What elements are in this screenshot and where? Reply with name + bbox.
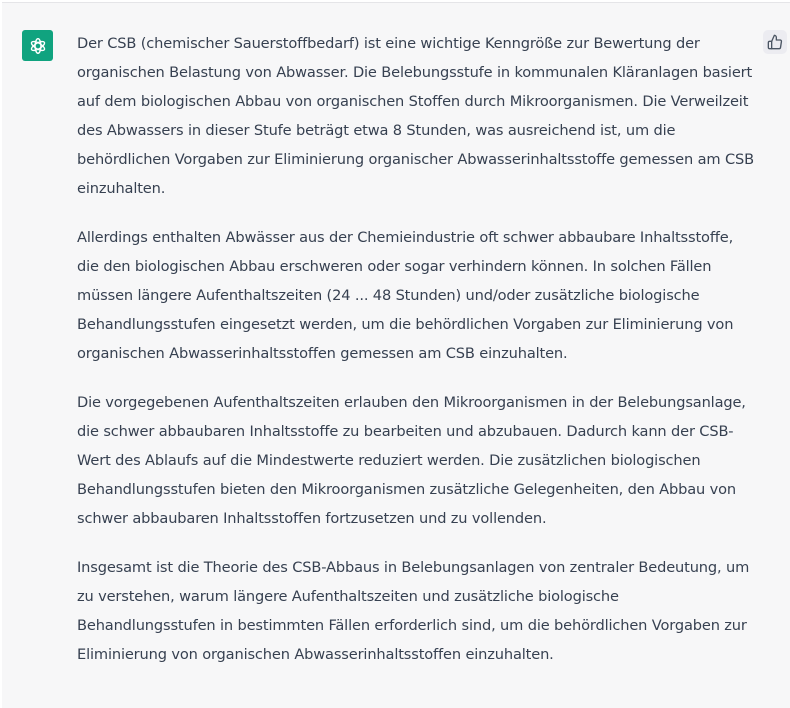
message-paragraph: Allerdings enthalten Abwässer aus der Chemieindustrie oft schwer abbaubare Inhaltsstoffe, die den biologischen Abbau erschweren oder sogar verhindern können. In solchen Fällen müssen längere Aufenthaltszeiten (24 ... 48 Stunden) und/oder zusätzliche biologische Behandlungsstufen eingesetzt werden, um die behördlichen Vorgaben zur Eliminierung von organischen Abwasserinhaltsstoffen gemessen am CSB einzuhalten. — [77, 229, 734, 362]
message-paragraph: Der CSB (chemischer Sauerstoffbedarf) ist eine wichtige Kenngröße zur Bewertung der organischen Belastung von Abwasser. Die Belebungsstufe in kommunalen Kläranlagen basiert auf dem biologischen Abbau von organischen Stoffen durch Mikroorganismen. Die Verweilzeit des Abwassers in dieser Stufe beträgt etwa 8 Stunden, was ausreichend ist, um die behördlichen Vorgaben zur Eliminierung organischer Abwasserinhaltsstoffe gemessen am CSB einzuhalten. — [77, 35, 754, 197]
message-paragraph: Die vorgegebenen Aufenthaltszeiten erlauben den Mikroorganismen in der Belebungsanlage, die schwer abbaubaren Inhaltsstoffe zu bearbeiten und abzubauen. Dadurch kann der CSB-Wert des Ablaufs auf die Mindestwerte reduziert werden. Die zusätzlichen biologischen Behandlungsstufen bieten den Mikroorganismen zusätzliche Gelegenheiten, den Abbau von schwer abbaubaren Inhaltsstoffen fortzusetzen und zu vollenden. — [77, 394, 746, 527]
message-paragraph: Insgesamt ist die Theorie des CSB-Abbaus in Belebungsanlagen von zentraler Bedeutung, um zu verstehen, warum längere Aufenthaltszeiten und zusätzliche biologische Behandlungsstufen in bestimmten Fällen erforderlich sind, um die behördlichen Vorgaben zur Eliminierung von organischen Abwasserinhaltsstoffen einzuhalten. — [77, 559, 750, 663]
thumbs-up-icon — [767, 34, 783, 50]
assistant-avatar — [22, 30, 53, 61]
assistant-message-text — [77, 29, 757, 689]
thumbs-up-button[interactable] — [763, 30, 787, 54]
openai-logo-icon — [27, 35, 49, 57]
assistant-message-container — [2, 2, 790, 708]
